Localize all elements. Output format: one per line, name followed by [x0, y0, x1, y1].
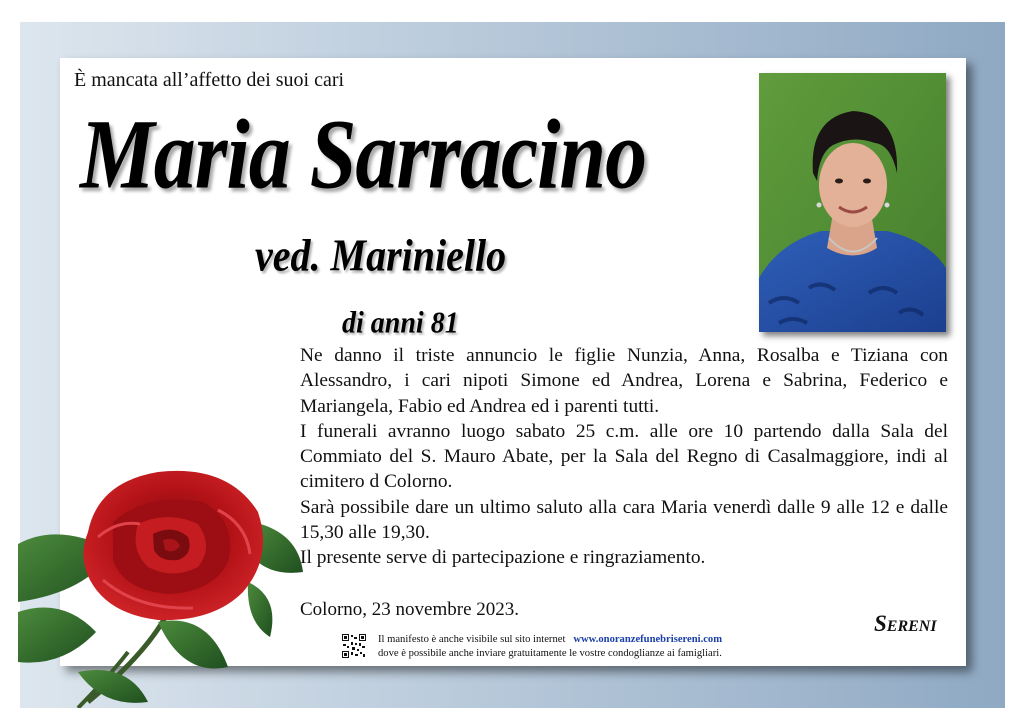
announcement-paragraph: Ne danno il triste annuncio le figlie Nunzia, Anna, Rosalba e Tiziana con Alessandro, i cari nipoti Simone ed Andrea, Lorena e Sabrina, Federico e Mariangela, Fabio ed Andrea ed i parenti tutti.	[300, 345, 948, 417]
married-name: ved. Mariniello	[255, 229, 507, 281]
funeral-home-brand: Sereni	[874, 611, 937, 636]
announcement-paragraph: Sarà possibile dare un ultimo saluto alla cara Maria venerdì dalle 9 alle 12 e dalle 15,30 alle 19,30.	[300, 496, 948, 544]
red-rose-illustration	[18, 462, 318, 708]
intro-text: È mancata all’affetto dei suoi cari	[74, 69, 345, 91]
qr-code-icon	[342, 634, 366, 658]
portrait-photo	[759, 73, 946, 332]
website-note-line-1	[378, 633, 722, 647]
deceased-name: Maria Sarracino	[80, 100, 647, 211]
announcement-paragraph: I funerali avranno luogo sabato 25 c.m. alle ore 10 partendo dalla Sala del Commiato del S. Mauro Abate, per la Sala del Regno di Casalmaggiore, indi al cimitero d Colorno.	[300, 420, 948, 493]
place-date: Colorno, 23 novembre 2023.	[300, 599, 520, 620]
announcement-paragraph: Il presente serve di partecipazione e ringraziamento.	[300, 547, 706, 569]
announcement-body	[300, 343, 948, 571]
website-note-prefix: Il manifesto è anche visibile sul sito internet	[378, 634, 566, 645]
website-note	[378, 633, 722, 661]
website-note-line-2: dove è possibile anche inviare gratuitamente le vostre condoglianze ai famigliari.	[378, 648, 722, 659]
age-text: di anni 81	[342, 306, 459, 341]
website-link[interactable]: www.onoranzefunebrisereni.com	[573, 634, 723, 645]
